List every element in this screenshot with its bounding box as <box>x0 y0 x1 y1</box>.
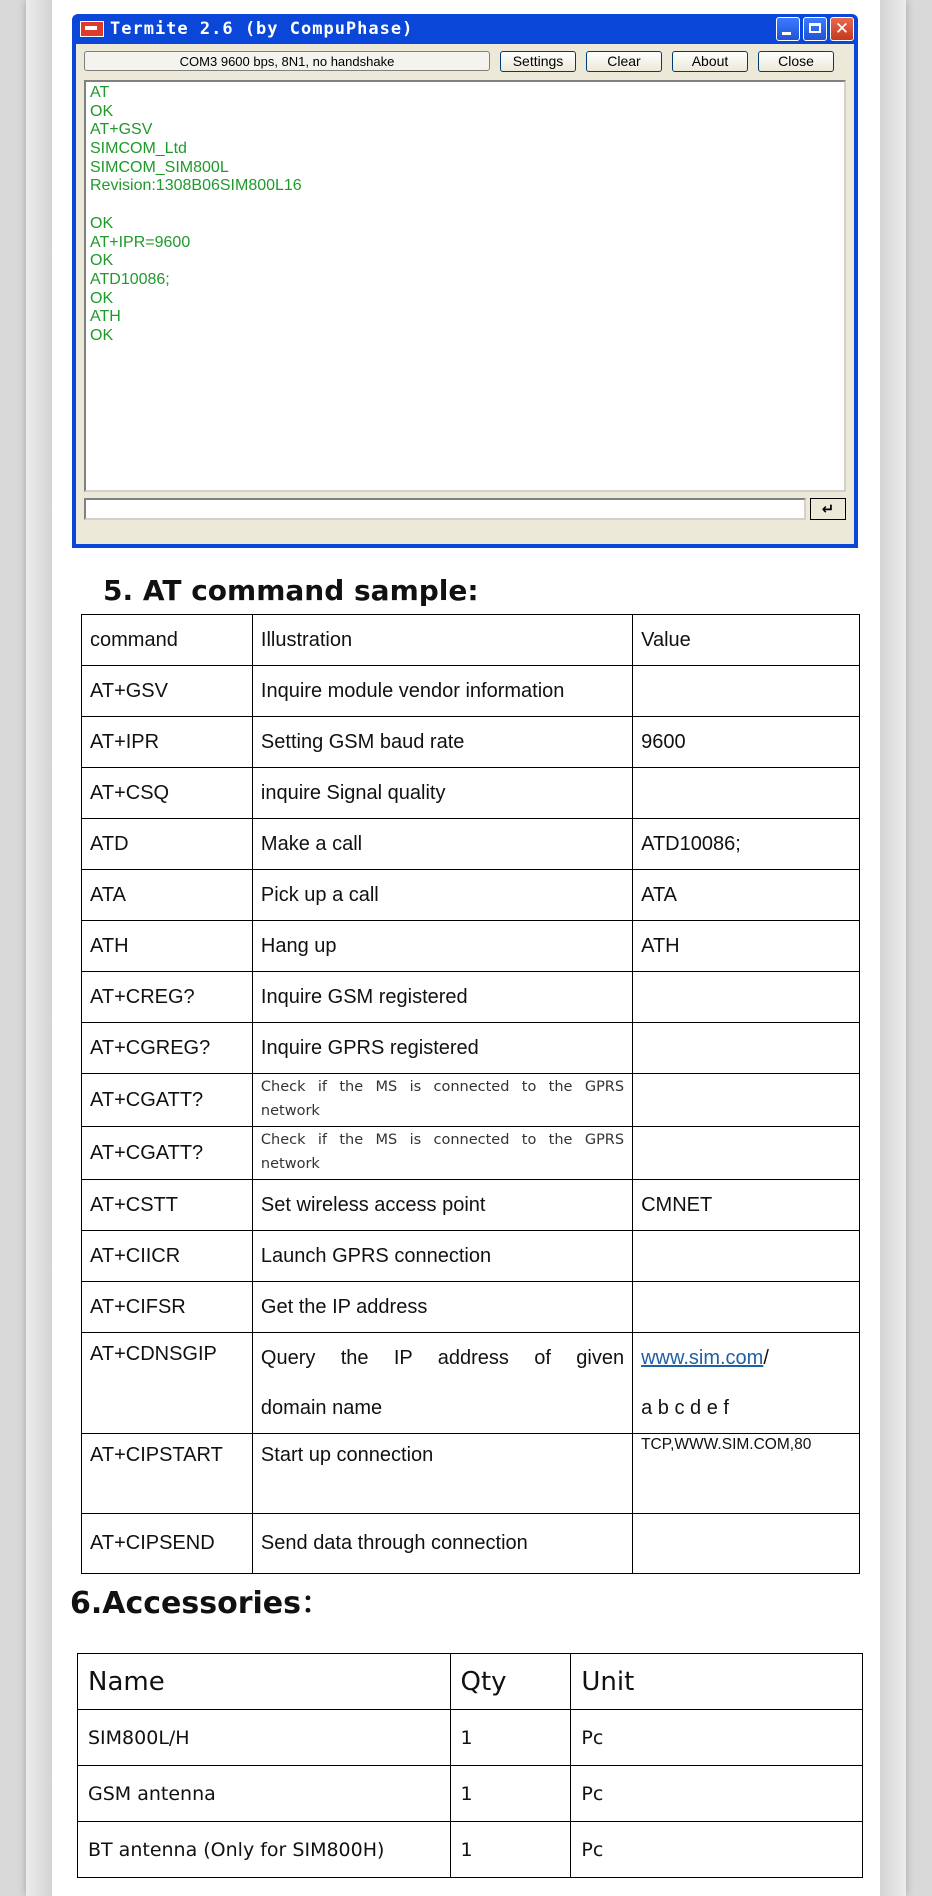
table-row <box>78 1766 863 1822</box>
table-row <box>82 1282 860 1333</box>
table-row <box>82 1127 860 1180</box>
cell-unit: Pc <box>571 1822 863 1878</box>
link-suffix: / <box>763 1347 769 1369</box>
table-row <box>82 768 860 819</box>
cell-illustration: Make a call <box>252 819 632 870</box>
cell-value <box>633 972 860 1023</box>
cell-command: AT+CDNSGIP <box>82 1333 253 1434</box>
table-row <box>82 870 860 921</box>
at-command-table <box>81 614 860 1574</box>
cell-illustration: Check if the MS is connected to the GPRS network <box>252 1127 632 1180</box>
cell-command: AT+CSQ <box>82 768 253 819</box>
clear-button[interactable]: Clear <box>586 51 662 72</box>
cell-illustration: Setting GSM baud rate <box>252 717 632 768</box>
cell-value <box>633 1514 860 1574</box>
cell-value: ATH <box>633 921 860 972</box>
input-row <box>84 498 846 522</box>
page-edge-right <box>880 0 906 1896</box>
cell-command: AT+CIPSTART <box>82 1434 253 1514</box>
cell-command: ATD <box>82 819 253 870</box>
cell-command: AT+CIICR <box>82 1231 253 1282</box>
output-line: ATH <box>90 308 121 326</box>
cell-value: TCP,WWW.SIM.COM,80 <box>633 1434 860 1514</box>
cell-value <box>633 1074 860 1127</box>
cell-command: AT+CIPSEND <box>82 1514 253 1574</box>
output-line: SIMCOM_Ltd <box>90 140 187 158</box>
cell-illustration: Set wireless access point <box>252 1180 632 1231</box>
cell-illustration: Hang up <box>252 921 632 972</box>
table-row <box>82 1231 860 1282</box>
cell-command: AT+CGATT? <box>82 1127 253 1180</box>
about-button[interactable]: About <box>672 51 748 72</box>
output-line: OK <box>90 326 114 344</box>
cell-qty: 1 <box>450 1710 571 1766</box>
cell-command: AT+CGATT? <box>82 1074 253 1127</box>
output-line: ATD10086; <box>90 270 170 288</box>
header-illustration: Illustration <box>252 615 632 666</box>
table-row <box>82 819 860 870</box>
table-row <box>82 1180 860 1231</box>
cell-illustration: Inquire module vendor information <box>252 666 632 717</box>
terminal-output[interactable] <box>84 80 846 492</box>
window-client <box>76 44 854 544</box>
table-row <box>78 1822 863 1878</box>
illustration-line: domain name <box>260 1397 383 1419</box>
output-line: OK <box>90 102 114 120</box>
cell-illustration: Get the IP address <box>252 1282 632 1333</box>
cell-name: SIM800L/H <box>78 1710 451 1766</box>
table-row <box>82 1333 860 1434</box>
section-heading: 5. AT command sample: <box>103 574 479 607</box>
cell-value <box>633 1231 860 1282</box>
cell-value <box>633 768 860 819</box>
page-edge-left <box>26 0 52 1896</box>
table-row <box>82 972 860 1023</box>
cell-value <box>633 1282 860 1333</box>
section-heading: 6.Accessories： <box>70 1586 332 1621</box>
cell-value <box>633 666 860 717</box>
cell-qty: 1 <box>450 1822 571 1878</box>
cell-illustration: Inquire GPRS registered <box>252 1023 632 1074</box>
cell-illustration: Check if the MS is connected to the GPRS network <box>252 1074 632 1127</box>
minimize-icon[interactable] <box>776 17 800 41</box>
title-bar <box>76 14 854 44</box>
table-row <box>82 666 860 717</box>
cell-command: AT+CIFSR <box>82 1282 253 1333</box>
output-line: SIMCOM_SIM800L <box>90 158 229 176</box>
cell-illustration: inquire Signal quality <box>252 768 632 819</box>
settings-button[interactable]: Settings <box>500 51 576 72</box>
illustration-line: Query the IP address of given <box>260 1347 625 1369</box>
toolbar <box>84 50 846 72</box>
cell-illustration: Inquire GSM registered <box>252 972 632 1023</box>
table-header-row <box>82 615 860 666</box>
table-row <box>82 921 860 972</box>
cell-value: 9600 <box>633 717 860 768</box>
table-row <box>82 1434 860 1514</box>
cell-value: ATA <box>633 870 860 921</box>
cell-command: ATA <box>82 870 253 921</box>
output-line <box>90 196 840 215</box>
value-line: a b c d e f <box>641 1397 729 1419</box>
maximize-icon[interactable] <box>803 17 827 41</box>
cell-command: ATH <box>82 921 253 972</box>
app-icon <box>80 21 104 37</box>
window-title: Termite 2.6 (by CompuPhase) <box>110 19 414 39</box>
output-line: OK <box>90 289 114 307</box>
cell-value: ATD10086; <box>633 819 860 870</box>
output-line: AT <box>90 84 110 101</box>
cell-illustration: Send data through connection <box>252 1514 632 1574</box>
header-value: Value <box>633 615 860 666</box>
table-row <box>82 717 860 768</box>
cell-command: AT+IPR <box>82 717 253 768</box>
output-line: AT+GSV <box>90 121 153 139</box>
cell-name: GSM antenna <box>78 1766 451 1822</box>
table-row <box>78 1710 863 1766</box>
table-row <box>82 1514 860 1574</box>
cell-qty: 1 <box>450 1766 571 1822</box>
cell-unit: Pc <box>571 1766 863 1822</box>
domain-link[interactable]: www.sim.com <box>641 1347 764 1369</box>
cell-illustration <box>252 1333 632 1434</box>
cell-illustration: Launch GPRS connection <box>252 1231 632 1282</box>
output-line: AT+IPR=9600 <box>90 233 191 251</box>
accessories-table <box>77 1653 863 1878</box>
port-status: COM3 9600 bps, 8N1, no handshake <box>84 51 490 71</box>
cell-command: AT+GSV <box>82 666 253 717</box>
output-line: Revision:1308B06SIM800L16 <box>90 177 302 195</box>
cell-value: CMNET <box>633 1180 860 1231</box>
close-icon[interactable]: ✕ <box>830 17 854 41</box>
output-line: OK <box>90 252 114 270</box>
cell-unit: Pc <box>571 1710 863 1766</box>
cell-command: AT+CGREG? <box>82 1023 253 1074</box>
cell-illustration: Start up connection <box>252 1434 632 1514</box>
close-button[interactable]: Close <box>758 51 834 72</box>
command-input[interactable] <box>84 498 806 520</box>
header-name: Name <box>78 1654 451 1710</box>
cell-value <box>633 1333 860 1434</box>
enter-icon[interactable]: ↵ <box>810 498 846 520</box>
header-qty: Qty <box>450 1654 571 1710</box>
cell-command: AT+CSTT <box>82 1180 253 1231</box>
table-row <box>82 1074 860 1127</box>
cell-name: BT antenna (Only for SIM800H) <box>78 1822 451 1878</box>
table-header-row <box>78 1654 863 1710</box>
cell-value <box>633 1023 860 1074</box>
cell-value <box>633 1127 860 1180</box>
header-unit: Unit <box>571 1654 863 1710</box>
cell-command: AT+CREG? <box>82 972 253 1023</box>
table-row <box>82 1023 860 1074</box>
cell-illustration: Pick up a call <box>252 870 632 921</box>
termite-window <box>72 14 858 548</box>
header-command: command <box>82 615 253 666</box>
output-line: OK <box>90 214 114 232</box>
